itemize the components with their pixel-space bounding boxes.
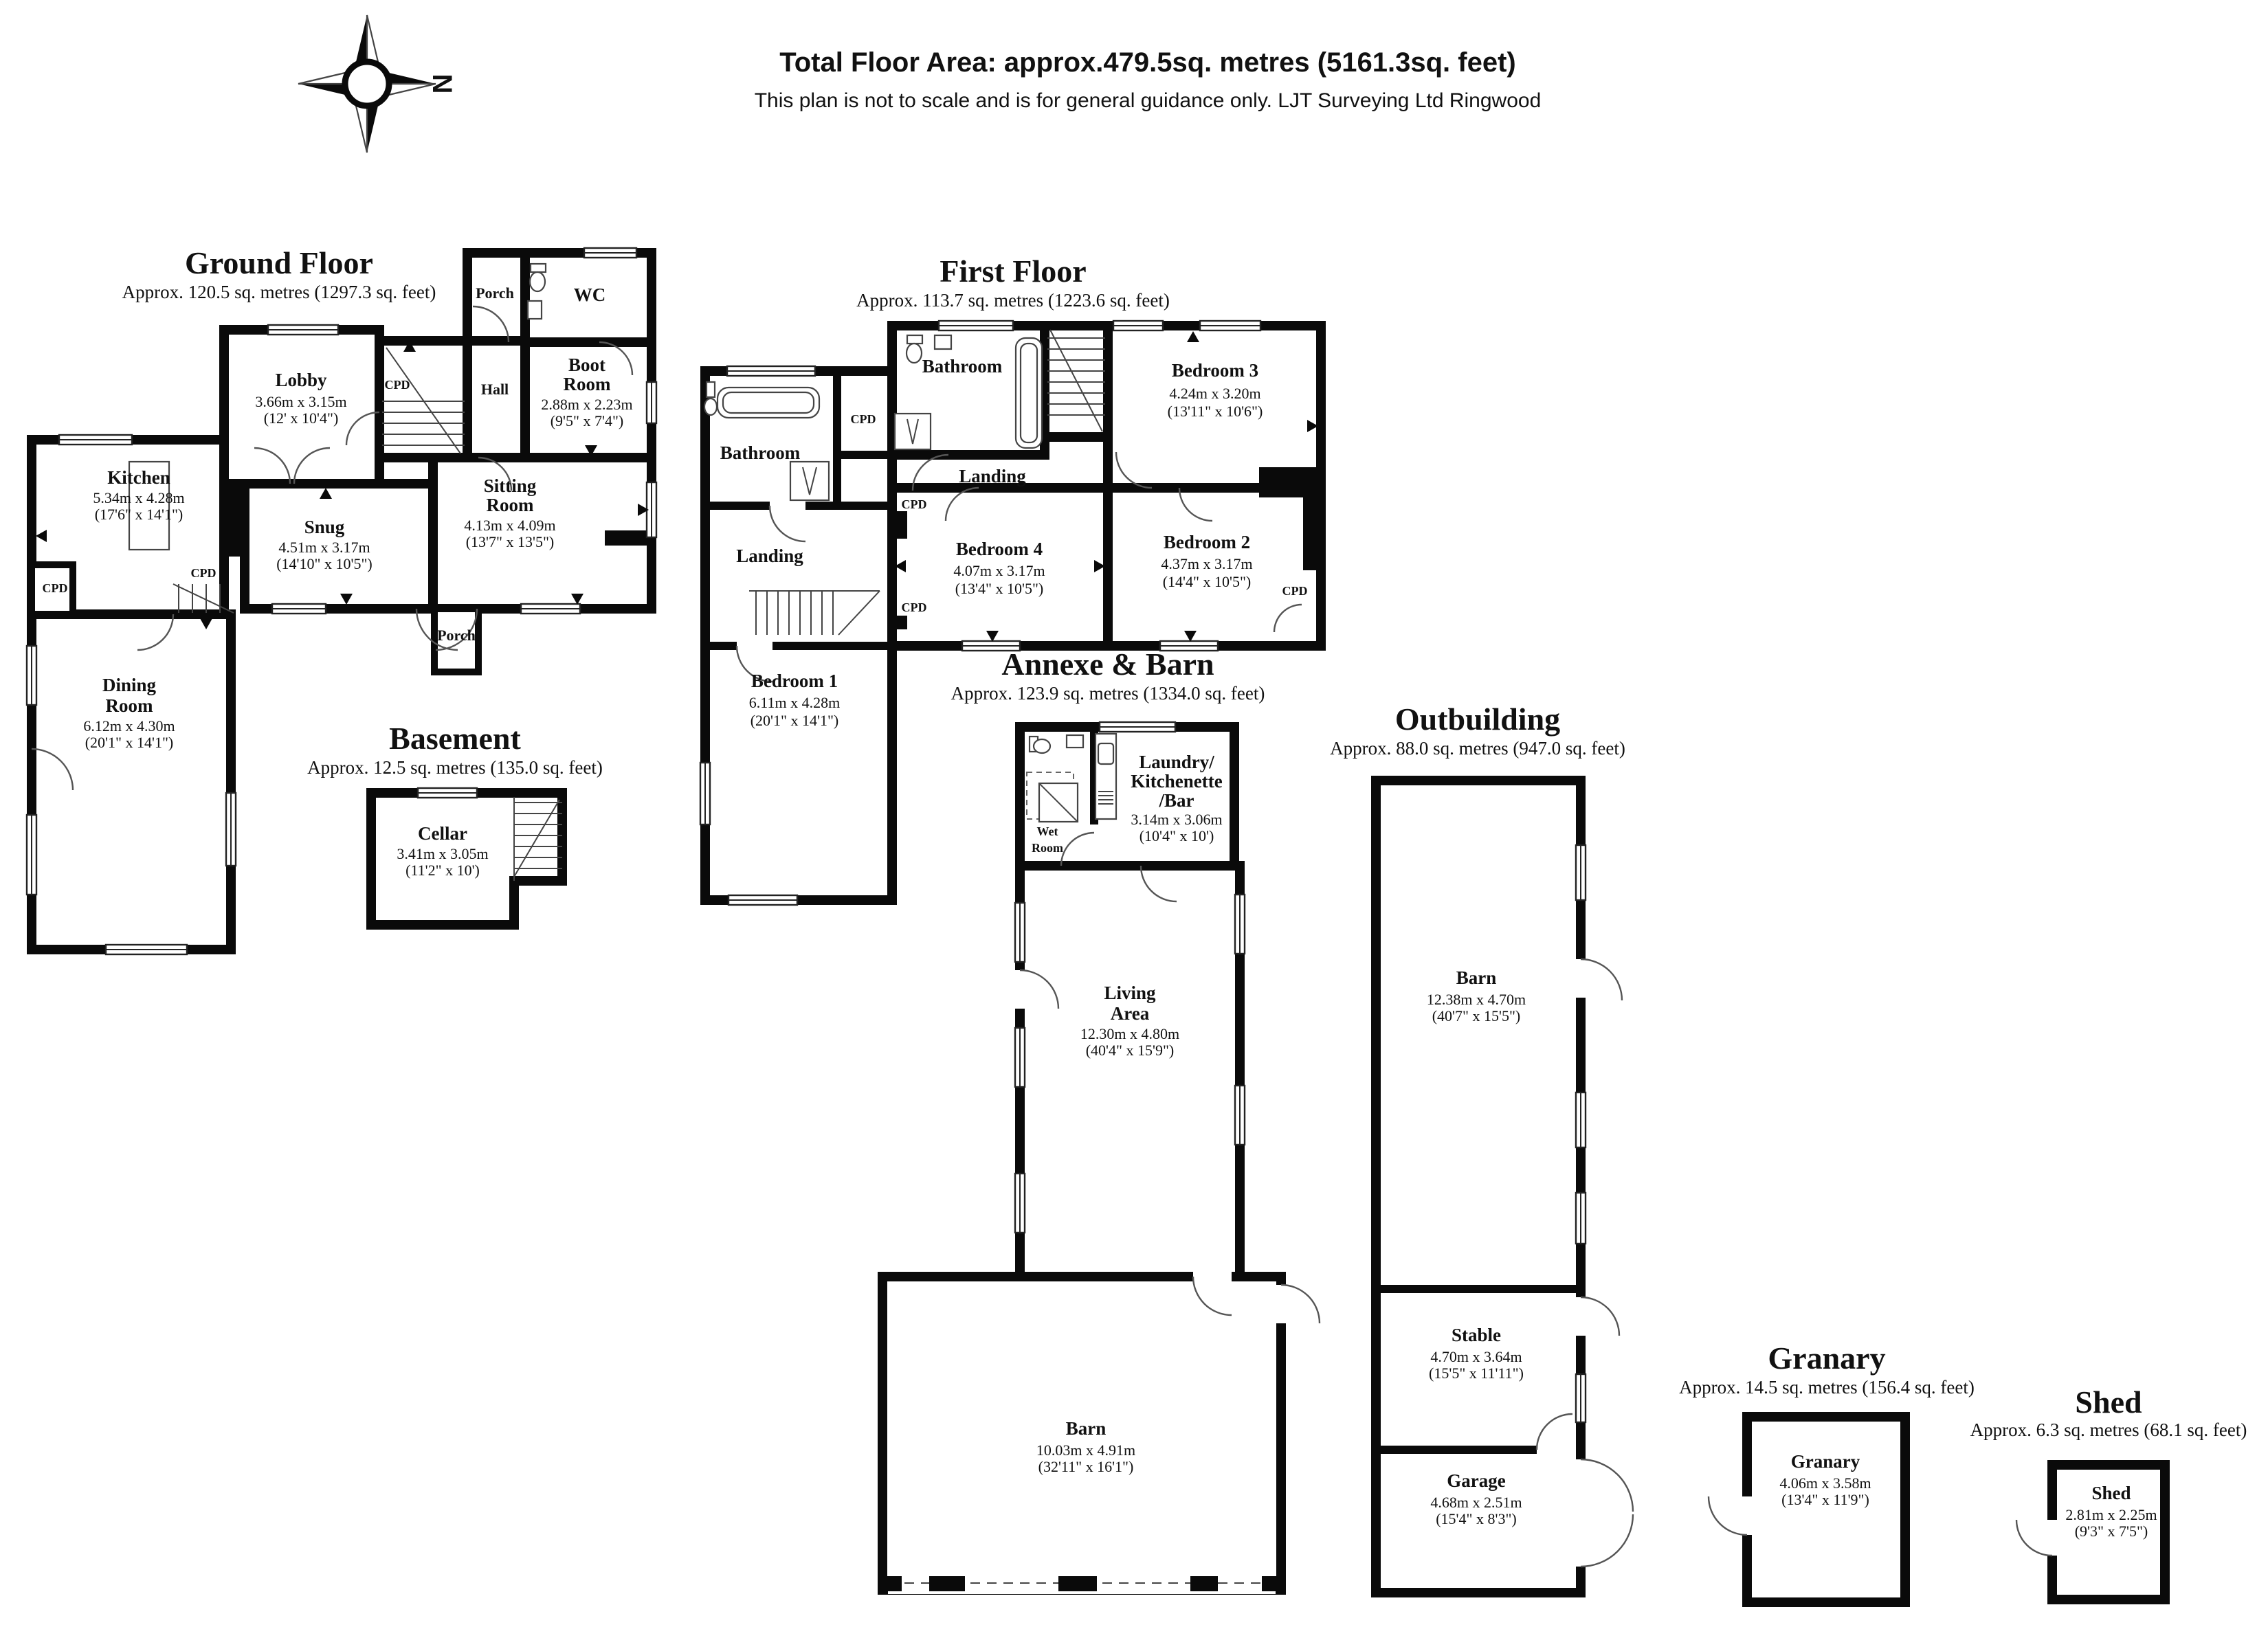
granary-walls xyxy=(1747,1417,1905,1602)
cpd-label-gf-closet: CPD xyxy=(42,581,68,595)
room-dims-ob-barn-ft: (40'7" x 15'5") xyxy=(1432,1007,1521,1024)
room-label-dining-2: Room xyxy=(105,695,153,716)
room-label-wc: WC xyxy=(573,284,606,305)
wc-toilet-icon xyxy=(530,272,545,291)
toilet-cistern-icon xyxy=(907,335,922,344)
cpd-label-ff-bed4-bottom: CPD xyxy=(901,601,927,614)
room-label-hall: Hall xyxy=(480,381,509,398)
shed-section xyxy=(1970,1384,2247,1600)
room-label-wetroom-1: Wet xyxy=(1036,824,1058,838)
room-label-cellar: Cellar xyxy=(418,823,467,844)
room-dims-ob-barn-m: 12.38m x 4.70m xyxy=(1426,991,1526,1008)
room-dims-stable-ft: (15'5" x 11'11") xyxy=(1429,1365,1524,1382)
room-label-bathroom-top: Bathroom xyxy=(922,356,1003,377)
room-label-granary: Granary xyxy=(1790,1451,1860,1472)
room-dims-bedroom2-m: 4.37m x 3.17m xyxy=(1161,555,1253,572)
room-dims-lobby-m: 3.66m x 3.15m xyxy=(255,393,347,410)
room-label-bedroom4: Bedroom 4 xyxy=(955,539,1043,559)
basement-title: Basement xyxy=(389,721,521,756)
room-dims-kitchen-ft: (17'6" x 14'1") xyxy=(94,506,184,523)
room-dims-granary-m: 4.06m x 3.58m xyxy=(1779,1474,1871,1492)
cpd-label-ff-bed4-top: CPD xyxy=(901,497,927,511)
toilet-icon xyxy=(1034,739,1050,753)
room-dims-stable-m: 4.70m x 3.64m xyxy=(1430,1348,1522,1365)
outbuilding-section xyxy=(1330,702,1633,1593)
toilet-icon xyxy=(907,344,922,363)
wc-cistern-icon xyxy=(531,264,546,272)
room-dims-dining-ft: (20'1" x 14'1") xyxy=(85,734,174,751)
room-label-annexe-barn: Barn xyxy=(1065,1418,1107,1439)
room-label-garage: Garage xyxy=(1447,1470,1506,1491)
room-dims-living-ft: (40'4" x 15'9") xyxy=(1085,1042,1175,1059)
cpd-label-gf-dining: CPD xyxy=(190,566,216,580)
room-dims-cellar-m: 3.41m x 3.05m xyxy=(397,845,489,862)
room-label-boot-1: Boot xyxy=(568,355,605,375)
wc-basin-icon xyxy=(528,301,542,319)
basin-icon xyxy=(1067,735,1083,748)
laundry-sink-icon xyxy=(1098,743,1113,764)
room-label-kitchen: Kitchen xyxy=(107,467,170,488)
toilet-icon xyxy=(704,399,717,415)
room-label-porch-bottom: Porch xyxy=(437,627,476,644)
ground-floor-title: Ground Floor xyxy=(185,245,373,280)
room-dims-living-m: 12.30m x 4.80m xyxy=(1080,1025,1180,1042)
granary-section xyxy=(1679,1340,1975,1602)
room-dims-granary-ft: (13'4" x 11'9") xyxy=(1781,1491,1869,1508)
cpd-label-ff-bed2: CPD xyxy=(1282,584,1308,598)
first-floor-area: Approx. 113.7 sq. metres (1223.6 sq. feet) xyxy=(856,290,1170,311)
room-dims-annexe-barn-ft: (32'11" x 16'1") xyxy=(1038,1458,1134,1475)
basement-area: Approx. 12.5 sq. metres (135.0 sq. feet) xyxy=(307,757,603,778)
granary-area: Approx. 14.5 sq. metres (156.4 sq. feet) xyxy=(1679,1377,1975,1398)
room-label-laundry-2: Kitchenette xyxy=(1131,771,1223,792)
room-dims-bedroom3-m: 4.24m x 3.20m xyxy=(1169,385,1261,402)
annexe-area: Approx. 123.9 sq. metres (1334.0 sq. feet) xyxy=(950,683,1265,704)
compass-rose-icon xyxy=(298,15,457,153)
room-label-wetroom-2: Room xyxy=(1032,841,1063,855)
room-dims-annexe-barn-m: 10.03m x 4.91m xyxy=(1036,1442,1136,1459)
page-disclaimer: This plan is not to scale and is for general guidance only. LJT Surveying Ltd Ringwood xyxy=(754,89,1542,112)
room-label-stable: Stable xyxy=(1451,1325,1502,1345)
room-label-sitting-2: Room xyxy=(486,495,534,515)
room-dims-bedroom2-ft: (14'4" x 10'5") xyxy=(1162,573,1252,590)
room-dims-dining-m: 6.12m x 4.30m xyxy=(83,717,175,734)
room-label-sitting-1: Sitting xyxy=(483,475,537,496)
basement-section xyxy=(307,721,603,925)
room-dims-cellar-ft: (11'2" x 10') xyxy=(405,862,480,879)
first-floor-title: First Floor xyxy=(940,254,1087,289)
outbuilding-title: Outbuilding xyxy=(1394,702,1561,737)
compass-north-label: N xyxy=(427,74,457,94)
room-dims-boot-ft: (9'5" x 7'4") xyxy=(550,412,624,429)
room-dims-garage-m: 4.68m x 2.51m xyxy=(1430,1494,1522,1511)
outbuilding-area: Approx. 88.0 sq. metres (947.0 sq. feet) xyxy=(1330,738,1625,759)
room-label-dining-1: Dining xyxy=(102,675,157,695)
room-dims-bedroom1-ft: (20'1" x 14'1") xyxy=(750,712,839,729)
cpd-label-gf-stairs: CPD xyxy=(384,378,410,392)
granary-title: Granary xyxy=(1768,1340,1886,1376)
room-dims-bedroom3-ft: (13'11" x 10'6") xyxy=(1167,403,1263,420)
room-label-bedroom1: Bedroom 1 xyxy=(751,671,838,691)
room-dims-garage-ft: (15'4" x 8'3") xyxy=(1436,1510,1517,1527)
room-label-living-1: Living xyxy=(1104,983,1156,1003)
ground-floor-area: Approx. 120.5 sq. metres (1297.3 sq. feet) xyxy=(122,282,436,302)
room-dims-snug-ft: (14'10" x 10'5") xyxy=(276,555,373,572)
room-dims-kitchen-m: 5.34m x 4.28m xyxy=(93,489,185,506)
room-dims-boot-m: 2.88m x 2.23m xyxy=(541,396,633,413)
room-dims-laundry-m: 3.14m x 3.06m xyxy=(1131,811,1223,828)
room-label-shed: Shed xyxy=(2091,1483,2131,1503)
room-dims-bedroom4-m: 4.07m x 3.17m xyxy=(953,562,1045,579)
room-dims-sitting-ft: (13'7" x 13'5") xyxy=(465,533,555,550)
room-dims-bedroom4-ft: (13'4" x 10'5") xyxy=(955,580,1044,597)
toilet-cistern-icon xyxy=(707,382,715,397)
basin-icon xyxy=(935,335,951,349)
cpd-label-ff-left: CPD xyxy=(850,412,876,426)
room-label-porch-top: Porch xyxy=(476,284,514,302)
room-label-bathroom-left: Bathroom xyxy=(720,442,801,463)
room-dims-sitting-m: 4.13m x 4.09m xyxy=(464,517,556,534)
room-label-landing-left: Landing xyxy=(736,546,803,566)
page-title: Total Floor Area: approx.479.5sq. metres (5161.3sq. feet) xyxy=(779,47,1516,78)
shed-title: Shed xyxy=(2075,1384,2142,1420)
room-label-laundry-3: /Bar xyxy=(1159,790,1194,811)
room-label-snug: Snug xyxy=(304,517,345,537)
room-label-living-2: Area xyxy=(1110,1003,1150,1024)
room-label-boot-2: Room xyxy=(563,374,611,394)
room-label-landing-top: Landing xyxy=(959,466,1026,486)
annexe-title: Annexe & Barn xyxy=(1001,647,1214,682)
room-label-ob-barn: Barn xyxy=(1456,967,1497,988)
room-label-bedroom3: Bedroom 3 xyxy=(1171,360,1259,381)
room-dims-laundry-ft: (10'4" x 10') xyxy=(1139,827,1214,844)
room-dims-lobby-ft: (12' x 10'4") xyxy=(263,410,339,427)
room-dims-shed-m: 2.81m x 2.25m xyxy=(2065,1506,2157,1523)
room-label-lobby: Lobby xyxy=(275,370,327,390)
room-label-laundry-1: Laundry/ xyxy=(1139,752,1214,772)
shed-area: Approx. 6.3 sq. metres (68.1 sq. feet) xyxy=(1970,1420,2247,1440)
room-dims-bedroom1-m: 6.11m x 4.28m xyxy=(748,694,841,711)
annexe-barn-section xyxy=(882,647,1320,1594)
room-dims-snug-m: 4.51m x 3.17m xyxy=(278,539,370,556)
room-dims-shed-ft: (9'3" x 7'5") xyxy=(2074,1523,2148,1540)
room-label-bedroom2: Bedroom 2 xyxy=(1163,532,1251,552)
